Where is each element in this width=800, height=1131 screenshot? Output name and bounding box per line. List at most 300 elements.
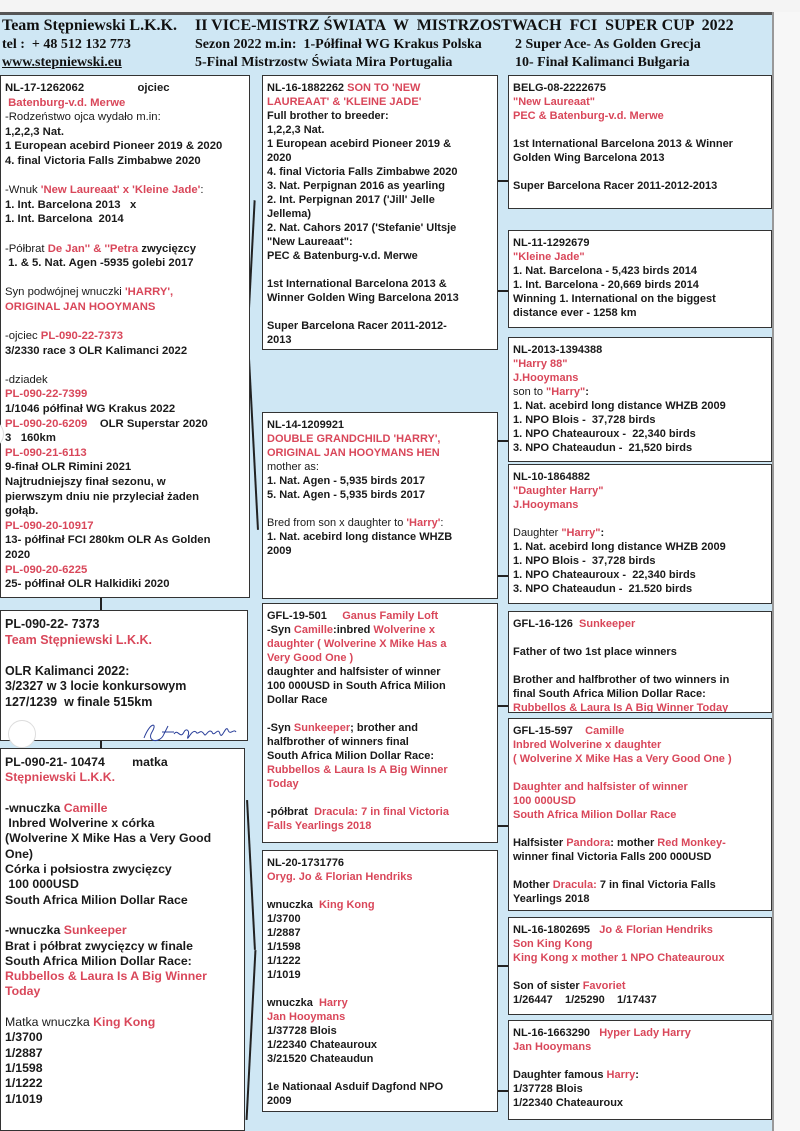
box-line (5, 154, 249, 169)
box-line (5, 81, 249, 96)
box-line (5, 1076, 244, 1091)
box-line (267, 777, 497, 791)
connector-line (246, 950, 256, 1120)
box-line (5, 831, 244, 846)
connector-line (498, 1090, 508, 1092)
box-line (513, 766, 771, 780)
box-line (5, 402, 249, 417)
box-line (513, 701, 771, 713)
paternal-granddam-box (262, 412, 498, 599)
text-segment: NL-17-1262062 ojciec (5, 82, 170, 94)
highlighted-text: Today (267, 778, 299, 790)
box-line (513, 568, 771, 582)
text-segment: 1/1019 (267, 969, 301, 981)
highlighted-text: Dracula: (552, 879, 597, 891)
highlighted-text: Sunkeeper (579, 618, 636, 630)
text-segment: Daughter (513, 527, 562, 539)
highlighted-text: "New Laureaat" (513, 96, 595, 108)
box-line (5, 969, 244, 984)
text-segment: 1/3700 (5, 1030, 43, 1045)
box-line (513, 979, 771, 993)
text-segment: 1/22340 Chateauroux (513, 1097, 624, 1109)
text-segment: 1. & 5. Nat. Agen -5935 golebi 2017 (5, 257, 194, 270)
box-line (513, 965, 771, 979)
ancestor-box-son-king-kong (508, 917, 772, 1015)
text-segment: 1/1222 (267, 955, 301, 967)
text-segment: 1. Int. Barcelona 2013 x (5, 198, 137, 211)
box-line (5, 533, 249, 548)
highlighted-text: PEC & Batenburg-v.d. Merwe (513, 110, 664, 122)
text-segment: South Africa Milion Dollar Race: (5, 953, 192, 968)
box-line (513, 427, 771, 441)
box-line (5, 893, 244, 908)
box-line (267, 460, 497, 474)
text-segment: 3. Nat. Perpignan 2016 as yearling (267, 180, 445, 192)
highlighted-text: 'HARRY', (124, 286, 174, 299)
highlighted-text: "Harry" (561, 527, 601, 539)
ancestor-box-kleine-jade (508, 230, 772, 328)
text-segment: 1/37728 Blois (267, 1025, 337, 1037)
highlighted-text: Falls Yearlings 2018 (267, 820, 372, 832)
text-segment: 3/21520 Chateaudun (267, 1053, 374, 1065)
highlighted-text: J.Hooymans (513, 372, 579, 384)
text-segment: 4. final Victoria Falls Zimbabwe 2020 (267, 166, 458, 178)
box-line (5, 617, 247, 633)
text-segment: 1e Nationaal Asduif Dagfond NPO (267, 1081, 444, 1093)
highlighted-text: Harry (318, 997, 348, 1009)
text-segment: Inbred Wolverine x córka (5, 816, 155, 831)
box-line (267, 221, 497, 235)
highlighted-text: J.Hooymans (513, 499, 579, 511)
box-line (267, 319, 497, 333)
box-line (267, 81, 497, 95)
text-segment: OLR Kalimanci 2022: (5, 663, 130, 678)
box-line (513, 937, 771, 951)
box-line (513, 923, 771, 937)
box-line (5, 300, 249, 315)
text-segment: daughter and halfsister of winner (267, 666, 441, 678)
box-line (513, 687, 771, 701)
highlighted-text: Daughter and halfsister of winner (513, 781, 688, 793)
paternal-grandsire-box (262, 75, 498, 350)
connector-line (498, 440, 508, 442)
box-line (5, 125, 249, 140)
highlighted-text: Pandora (566, 837, 611, 849)
box-line (513, 951, 771, 965)
text-segment: 1. Nat. Agen - 5,935 birds 2017 (267, 475, 425, 487)
text-segment: pierwszym dniu nie przyleciał żaden (5, 490, 199, 503)
text-segment: final South Africa Milion Dollar Race: (513, 688, 706, 700)
box-line (5, 446, 249, 461)
box-line (5, 548, 249, 563)
connector-line (498, 705, 508, 707)
box-line (267, 291, 497, 305)
highlighted-text: PL-090-20-10917 (5, 519, 94, 532)
box-line (513, 780, 771, 794)
box-line (5, 519, 249, 534)
highlighted-text: "Kleine Jade" (513, 251, 585, 263)
text-segment: Brat i półbrat zwycięzcy w finale (5, 938, 193, 953)
text-segment: son to (513, 386, 547, 398)
highlighted-text: "Daughter Harry" (513, 485, 604, 497)
text-segment: 1/3700 (267, 913, 301, 925)
text-segment: 7 in final Victoria Falls (596, 879, 716, 891)
box-line (5, 271, 249, 286)
box-line (513, 278, 771, 292)
box-line (513, 794, 771, 808)
highlighted-text: Dracula: 7 in final Victoria (314, 806, 449, 818)
box-line (267, 502, 497, 516)
box-line (513, 264, 771, 278)
box-line (267, 151, 497, 165)
text-segment: : (635, 1069, 639, 1081)
highlighted-text: Batenburg-v.d. Merwe (5, 96, 126, 109)
text-segment: Halfsister (513, 837, 567, 849)
box-line (513, 582, 771, 596)
ancestor-box-harry-88 (508, 337, 772, 462)
highlighted-text: Rubbellos & Laura Is A Big Winner Today (513, 702, 729, 713)
box-line (267, 623, 497, 637)
box-line (513, 109, 771, 123)
text-segment: -dziadek (5, 373, 48, 386)
text-segment: 1,2,2,3 Nat. (267, 124, 325, 136)
box-line (267, 721, 497, 735)
maternal-grandsire-box (262, 603, 498, 843)
text-segment: NL-20-1731776 (267, 857, 345, 869)
box-line (267, 609, 497, 623)
text-segment: GFL-15-597 (513, 725, 586, 737)
highlighted-text: Today (5, 984, 41, 999)
box-line (267, 679, 497, 693)
box-line (513, 292, 771, 306)
text-segment: South Africa Milion Dollar Race (5, 892, 188, 907)
box-line (513, 95, 771, 109)
box-line (5, 387, 249, 402)
text-segment: : (200, 184, 204, 197)
box-line (513, 123, 771, 137)
box-line (513, 850, 771, 864)
scan-top-edge (0, 0, 800, 15)
box-line (5, 984, 244, 999)
maternal-granddam-box (262, 850, 498, 1112)
website-link[interactable]: www.stepniewski.eu (2, 55, 122, 70)
box-line (513, 484, 771, 498)
text-segment: Super Barcelona Racer 2011-2012- (267, 320, 447, 332)
box-line (267, 432, 497, 446)
box-line (5, 847, 244, 862)
text-segment: 1 European acebird Pioneer 2019 & (267, 138, 452, 150)
highlighted-text: Rubbellos & Laura Is A Big Winner (267, 764, 448, 776)
connector-line (100, 598, 102, 610)
text-segment: OLR Superstar 2020 (87, 417, 208, 430)
text-segment: 1,2,2,3 Nat. (5, 125, 65, 138)
text-segment: -Syn (267, 624, 294, 636)
ancestor-box-new-laureaat (508, 75, 772, 209)
box-line (5, 242, 249, 257)
text-segment: 3. NPO Chateaudun - 21.520 birds (513, 583, 693, 595)
highlighted-text: Jan Hooymans (267, 1011, 346, 1023)
box-line (513, 1054, 771, 1068)
season-result-2: 2 Super Ace- As Golden Grecja (515, 37, 701, 52)
box-line (513, 512, 771, 526)
text-segment: 1/2887 (5, 1045, 43, 1060)
box-line (267, 333, 497, 347)
text-segment: 1/1222 (5, 1076, 43, 1091)
box-line (513, 343, 771, 357)
box-line (5, 816, 244, 831)
highlighted-text: PL-090-20-6225 (5, 563, 88, 576)
text-segment: Córka i połsiostra zwycięzcy (5, 862, 172, 877)
text-segment: NL-16-1882262 (267, 82, 348, 94)
text-segment: 100 000USD in South Africa Milion (267, 680, 446, 692)
highlighted-text: PL-090-20-6209 (5, 417, 88, 430)
highlighted-text: Ganus Family Loft (342, 610, 439, 622)
highlighted-text: Camille (293, 624, 334, 636)
text-segment: 2013 (267, 334, 292, 346)
box-line (267, 95, 497, 109)
box-line (5, 1030, 244, 1045)
box-line (267, 137, 497, 151)
text-segment: Father of two 1st place winners (513, 646, 677, 658)
box-line (513, 1026, 771, 1040)
text-segment: gołąb. (5, 505, 39, 518)
box-line (513, 137, 771, 151)
box-line (5, 256, 249, 271)
highlighted-text: 'Harry' (406, 517, 441, 529)
box-line (267, 277, 497, 291)
text-segment: 1/1046 półfinał WG Krakus 2022 (5, 403, 176, 416)
highlighted-text: Red Monkey- (657, 837, 726, 849)
box-line (5, 923, 244, 938)
season-result-1: Sezon 2022 m.in: 1-Półfinał WG Krakus Polska (195, 37, 482, 52)
text-segment: 1st International Barcelona 2013 & Winner (513, 138, 733, 150)
box-line (267, 516, 497, 530)
box-line (513, 250, 771, 264)
box-line (513, 808, 771, 822)
text-segment: : (585, 386, 589, 398)
box-line (513, 659, 771, 673)
box-line (5, 212, 249, 227)
box-line (267, 898, 497, 912)
text-segment: Bred from son x daughter to (267, 517, 407, 529)
text-segment: 2009 (267, 1095, 292, 1107)
box-line (5, 633, 247, 649)
text-segment: (Wolverine X Mike Has a Very Good (5, 831, 212, 846)
box-line (5, 695, 247, 711)
box-line (513, 1096, 771, 1110)
box-line (267, 263, 497, 277)
box-line (5, 755, 244, 770)
text-segment: Winning 1. International on the biggest (513, 293, 716, 305)
text-segment: -Rodzeństwo ojca wydało m.in: (5, 111, 161, 124)
highlighted-text: PL-090-22-7399 (5, 388, 88, 401)
highlighted-text: ( Wolverine X Mike Has a Very Good One ) (513, 753, 732, 765)
text-segment: "New Laureaat": (267, 236, 353, 248)
text-segment: NL-2013-1394388 (513, 344, 603, 356)
highlighted-text: King Kong x mother 1 NPO Chateauroux (513, 952, 725, 964)
box-line (513, 151, 771, 165)
box-line (5, 577, 249, 592)
text-segment: 9-finał OLR Rimini 2021 (5, 461, 132, 474)
text-segment: : (440, 517, 444, 529)
box-line (5, 417, 249, 432)
box-line (5, 862, 244, 877)
box-line (267, 1080, 497, 1094)
box-line (513, 81, 771, 95)
season-result-4: 10- Finał Kalimanci Bułgaria (515, 55, 690, 70)
text-segment: 1/22340 Chateauroux (267, 1039, 378, 1051)
text-segment: BELG-08-2222675 (513, 82, 606, 94)
text-segment: 1. NPO Chateauroux - 22,340 birds (513, 569, 696, 581)
box-line (513, 236, 771, 250)
text-segment: 5. Nat. Agen - 5,935 birds 2017 (267, 489, 425, 501)
box-line (513, 357, 771, 371)
box-line (5, 460, 249, 475)
box-line (5, 954, 244, 969)
box-line (5, 1015, 244, 1030)
highlighted-text: SON TO 'NEW (347, 82, 421, 94)
text-segment: 1. NPO Chateauroux - 22,340 birds (513, 428, 696, 440)
box-line (5, 358, 249, 373)
text-segment: 1. Nat. acebird long distance WHZB (267, 531, 453, 543)
box-line (267, 707, 497, 721)
text-segment: 100 000USD (5, 877, 79, 892)
text-segment: wnuczka (267, 997, 319, 1009)
text-segment: Dollar Race (267, 694, 328, 706)
text-segment: -półbrat (267, 806, 315, 818)
highlighted-text: DOUBLE GRANDCHILD 'HARRY', (267, 433, 441, 445)
box-line (5, 110, 249, 125)
highlighted-text: LAUREAAT' & 'KLEINE JADE' (267, 96, 422, 108)
text-segment: 2. Int. Perpignan 2017 ('Jill' Jelle (267, 194, 435, 206)
highlighted-text: Wolverine x (373, 624, 435, 636)
text-segment: PL-090-22- 7373 (5, 617, 100, 631)
highlighted-text: King Kong (318, 899, 375, 911)
text-segment: NL-10-1864882 (513, 471, 591, 483)
highlighted-text: 100 000USD (513, 795, 576, 807)
highlighted-text: Harry (606, 1069, 636, 1081)
highlighted-text: Team Stępniewski L.K.K. (5, 632, 153, 647)
connector-line (100, 741, 102, 748)
text-segment: Full brother to breeder: (267, 110, 389, 122)
box-line (513, 864, 771, 878)
box-line (267, 805, 497, 819)
box-line (5, 227, 249, 242)
box-line (267, 940, 497, 954)
highlighted-text: Camille (63, 800, 108, 815)
text-segment: South Africa Milion Dollar Race: (267, 750, 435, 762)
text-segment: Super Barcelona Racer 2011-2012-2013 (513, 180, 718, 192)
box-line (513, 371, 771, 385)
box-line (267, 1024, 497, 1038)
box-line (267, 249, 497, 263)
box-line (5, 648, 247, 664)
text-segment: Daughter famous (513, 1069, 607, 1081)
box-line (5, 504, 249, 519)
box-line (267, 856, 497, 870)
box-line (513, 470, 771, 484)
box-line (267, 109, 497, 123)
ancestor-box-hyper-lady-harry (508, 1020, 772, 1120)
box-line (267, 651, 497, 665)
box-line (5, 169, 249, 184)
text-segment: 4. final Victoria Falls Zimbabwe 2020 (5, 154, 201, 167)
text-segment: 1. Nat. Barcelona - 5,423 birds 2014 (513, 265, 698, 277)
text-segment: : mother (610, 837, 658, 849)
box-line (513, 554, 771, 568)
connector-line (498, 575, 508, 577)
highlighted-text: Camille (585, 725, 625, 737)
highlighted-text: Sunkeeper (293, 722, 351, 734)
text-segment: winner final Victoria Falls 200 000USD (513, 851, 712, 863)
text-segment: wnuczka (267, 899, 319, 911)
text-segment: 1. Nat. acebird long distance WHZB 2009 (513, 541, 726, 553)
text-segment: 3/2330 race 3 OLR Kalimanci 2022 (5, 344, 188, 357)
highlighted-text: ORIGINAL JAN HOOYMANS HEN (267, 447, 440, 459)
text-segment: 2020 (5, 549, 31, 561)
box-line (5, 1061, 244, 1076)
box-line (267, 996, 497, 1010)
box-line (513, 1040, 771, 1054)
box-line (513, 413, 771, 427)
text-segment: -Syn (267, 722, 294, 734)
highlighted-text: "Harry 88" (513, 358, 568, 370)
highlighted-text: De Jan'' & ''Petra (47, 242, 139, 255)
sire-box (0, 75, 250, 598)
box-line (5, 198, 249, 213)
box-line (513, 441, 771, 455)
box-line (5, 1046, 244, 1061)
text-segment: NL-14-1209921 (267, 419, 345, 431)
text-segment: 2009 (267, 545, 292, 557)
connector-line (498, 290, 508, 292)
highlighted-text: Stępniewski L.K.K. (5, 770, 116, 785)
highlighted-text: Son King Kong (513, 938, 593, 950)
text-segment: 1/1598 (5, 1060, 43, 1075)
text-segment: 3. NPO Chateaudun - 21,520 birds (513, 442, 693, 454)
box-line (267, 446, 497, 460)
box-line (5, 344, 249, 359)
text-segment: Winner Golden Wing Barcelona 2013 (267, 292, 459, 304)
box-line (267, 954, 497, 968)
box-line (267, 207, 497, 221)
box-line (5, 908, 244, 923)
text-segment: 13- półfinał FCI 280km OLR As Golden (5, 534, 211, 547)
text-segment: -ojciec (5, 330, 41, 343)
text-segment: -wnuczka (5, 800, 64, 815)
box-line (267, 1066, 497, 1080)
text-segment: halfbrother of winners final (267, 736, 409, 748)
box-line (513, 892, 771, 906)
box-line (267, 763, 497, 777)
highlighted-text: "Harry" (546, 386, 586, 398)
highlighted-text: Favoriet (582, 980, 626, 992)
box-line (5, 801, 244, 816)
box-line (267, 530, 497, 544)
text-segment: 1/1598 (267, 941, 301, 953)
text-segment: -Wnuk (5, 184, 41, 197)
box-line (267, 819, 497, 833)
highlighted-text: Very Good One ) (267, 652, 354, 664)
box-line (513, 498, 771, 512)
box-line (513, 724, 771, 738)
box-line (5, 786, 244, 801)
header-title: II VICE-MISTRZ ŚWIATA W MISTRZOSTWACH FCI SUPER CUP 2022 (195, 17, 734, 34)
box-line (267, 693, 497, 707)
box-line (513, 179, 771, 193)
text-segment: zwycięzcy (138, 242, 196, 255)
text-segment: NL-16-1663290 (513, 1027, 600, 1039)
